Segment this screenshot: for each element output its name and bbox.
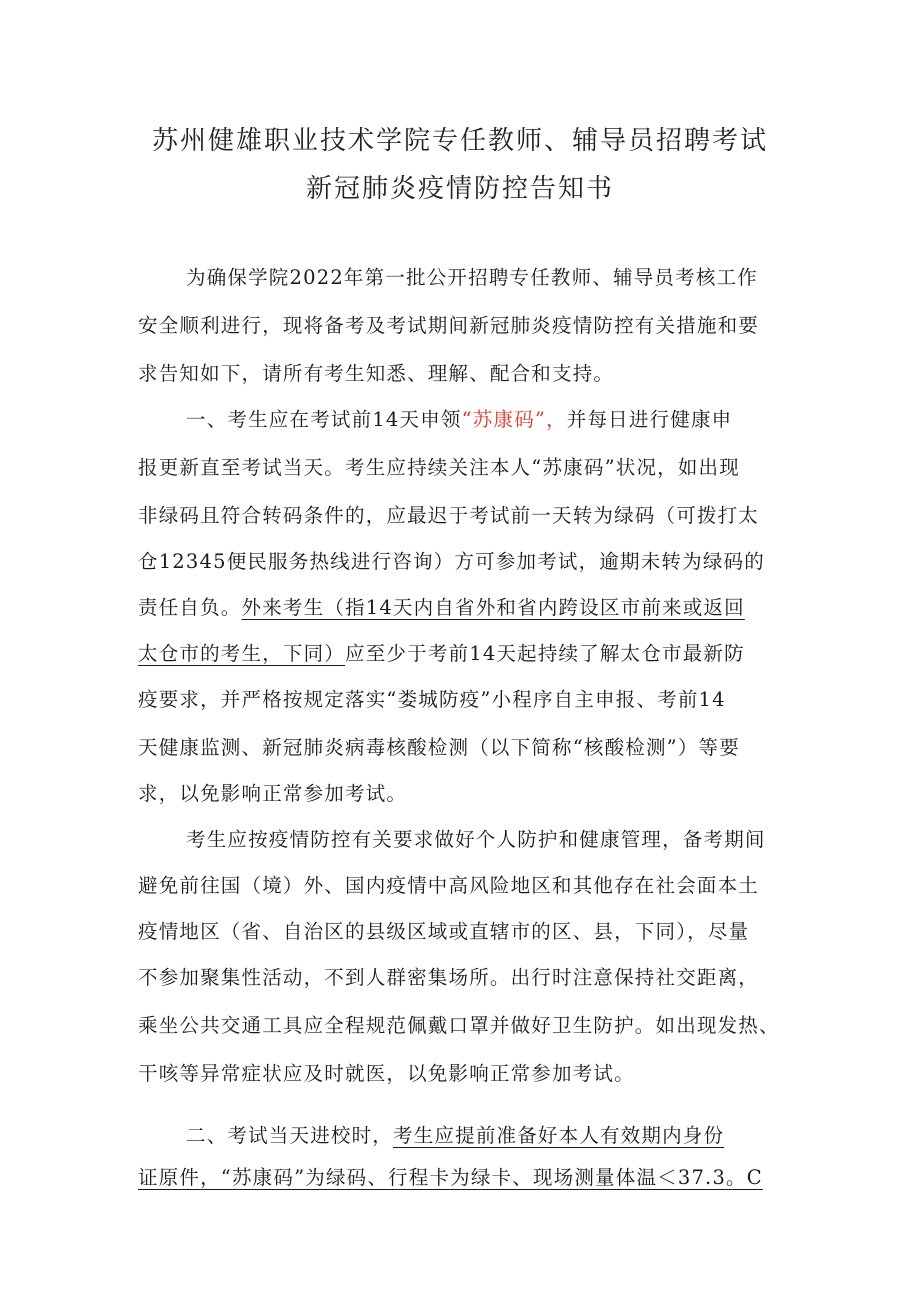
section1-line5-prefix: 责任自负。 xyxy=(138,596,242,619)
outside-candidates-underlined-cont: 太仓市的考生，下同） xyxy=(138,642,346,665)
section1-line-7: 疫要求，并严格按规定落实“娄城防疫”小程序自主申报、考前14 xyxy=(138,688,726,711)
section1-line-3: 非绿码且符合转码条件的，应最迟于考试前一天转为绿码（可拨打太 xyxy=(138,504,760,527)
section1-line-5 xyxy=(138,592,745,620)
section2-line-4: 不参加聚集性活动，不到人群密集场所。出行时注意保持社交距离， xyxy=(138,966,760,989)
intro-line-2: 安全顺利进行，现将备考及考试期间新冠肺炎疫情防控有关措施和要 xyxy=(138,314,760,337)
section3-line-2 xyxy=(138,1162,763,1190)
section2-line-6: 干咳等异常症状应及时就医，以免影响正常参加考试。 xyxy=(138,1062,635,1085)
document-title-line-1: 苏州健雄职业技术学院专任教师、辅导员招聘考试 xyxy=(151,126,768,156)
id-requirement-underlined: 考生应提前准备好本人有效期内身份 xyxy=(393,1124,725,1147)
intro-line-3: 求告知如下，请所有考生知悉、理解、配合和支持。 xyxy=(138,362,615,385)
outside-candidates-underlined: 外来考生（指14天内自省外和省内跨设区市前来或返回 xyxy=(241,596,745,619)
intro-line-1: 为确保学院2022年第一批公开招聘专任教师、辅导员考核工作 xyxy=(186,266,758,289)
section1-line1-prefix: 一、考生应在考试前14天申领 xyxy=(186,408,462,431)
section1-line-4: 仓12345便民服务热线进行咨询）方可参加考试，逾期未转为绿码的 xyxy=(138,550,765,573)
sukang-code-highlight: “苏康码”， xyxy=(461,408,567,431)
section1-line-9: 求，以免影响正常参加考试。 xyxy=(138,782,408,805)
id-requirement-underlined-cont: 证原件，“苏康码”为绿码、行程卡为绿卡、现场测量体温＜37.3。C xyxy=(138,1166,763,1189)
section3-line-1 xyxy=(186,1120,724,1148)
section2-line-2: 避免前往国（境）外、国内疫情中高风险地区和其他存在社会面本土 xyxy=(138,874,760,897)
section1-line-8: 天健康监测、新冠肺炎病毒核酸检测（以下简称“核酸检测”）等要 xyxy=(138,736,740,759)
section2-line-3: 疫情地区（省、自治区的县级区域或直辖市的区、县，下同），尽量 xyxy=(138,920,750,943)
section1-line-1 xyxy=(186,404,732,432)
section1-line-6 xyxy=(138,638,745,666)
document-title-line-2: 新冠肺炎疫情防控告知书 xyxy=(305,174,614,204)
section3-line1-prefix: 二、考试当天进校时， xyxy=(186,1124,394,1147)
section1-line6-suffix: 应至少于考前14天起持续了解太仓市最新防 xyxy=(345,642,745,665)
section1-line1-suffix: 并每日进行健康申 xyxy=(566,408,733,431)
section2-line-1: 考生应按疫情防控有关要求做好个人防护和健康管理，备考期间 xyxy=(186,828,766,851)
section2-line-5: 乘坐公共交通工具应全程规范佩戴口罩并做好卫生防护。如出现发热、 xyxy=(138,1014,780,1037)
section1-line-2: 报更新直至考试当天。考生应持续关注本人“苏康码”状况，如出现 xyxy=(138,456,740,479)
